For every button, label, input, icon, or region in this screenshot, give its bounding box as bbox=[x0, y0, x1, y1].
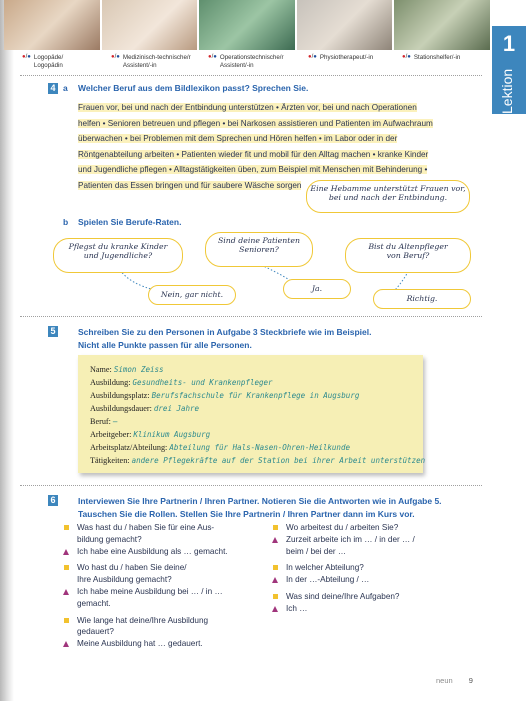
audio-icon: ●/● bbox=[208, 54, 217, 60]
profile-row: Beruf: — bbox=[90, 417, 118, 426]
caption-4: ●/● Physiotherapeut/-in bbox=[308, 54, 374, 61]
audio-icon: ●/● bbox=[111, 54, 120, 60]
caption-1: ●/● Logopäde/ Logopädin bbox=[22, 54, 64, 69]
profile-row: Arbeitsplatz/Abteilung: Abteilung für Hals-Nasen-Ohren-Heilkunde bbox=[90, 443, 350, 452]
answer-marker-icon bbox=[63, 589, 69, 595]
question-item: Wie lange hat deine/Ihre Ausbildung gedauert? bbox=[63, 615, 263, 639]
question-item: Was sind deine/Ihre Aufgaben? bbox=[272, 591, 472, 603]
part-letter: a bbox=[63, 83, 68, 93]
audio-icon: ●/● bbox=[308, 54, 317, 60]
answer-bubble-3: Richtig. bbox=[373, 289, 471, 309]
profile-row: Ausbildungsplatz: Berufsfachschule für Krankenpflege in Augsburg bbox=[90, 391, 360, 400]
exercise-number: 4 bbox=[48, 83, 58, 94]
answer-item: Meine Ausbildung hat … gedauert. bbox=[63, 638, 263, 650]
answer-bubble-2: Ja. bbox=[283, 279, 351, 299]
answer-marker-icon bbox=[272, 537, 278, 543]
question-marker-icon bbox=[64, 565, 69, 570]
profile-row: Name: Simon Zeiss bbox=[90, 365, 164, 374]
profile-row: Tätigkeiten: andere Pflegekräfte auf der Station bei ihrer Arbeit unterstützen bbox=[90, 456, 426, 465]
answer-marker-icon bbox=[63, 549, 69, 555]
audio-icon: ●/● bbox=[22, 54, 31, 60]
exercise-number: 6 bbox=[48, 495, 58, 506]
page-number: 9 bbox=[468, 676, 473, 685]
question-marker-icon bbox=[273, 525, 278, 530]
answer-item: In der …-Abteilung / … bbox=[272, 574, 472, 586]
page-footer bbox=[436, 676, 473, 685]
answer-item: Ich habe eine Ausbildung als … gemacht. bbox=[63, 546, 263, 558]
exercise-title: Spielen Sie Berufe-Raten. bbox=[78, 217, 182, 227]
exercise-title: Schreiben Sie zu den Personen in Aufgabe 3 Steckbriefe wie im Beispiel. Nicht alle Punkte passen für alle Personen. bbox=[78, 327, 372, 350]
profile-row: Ausbildung: Gesundheits- und Krankenpfleger bbox=[90, 378, 273, 387]
profile-row: Arbeitgeber: Klinikum Augsburg bbox=[90, 430, 211, 439]
example-speech-bubble: Eine Hebamme unterstützt Frauen vor, bei und nach der Entbindung. bbox=[306, 180, 470, 213]
question-item: Wo arbeitest du / arbeiten Sie? bbox=[272, 522, 472, 534]
lektion-number: 1 bbox=[502, 31, 516, 56]
question-bubble-1: Pflegst du kranke Kinder und Jugendliche? bbox=[53, 238, 183, 273]
caption-5: ●/● Stationshelfer/-in bbox=[402, 54, 461, 61]
question-marker-icon bbox=[64, 618, 69, 623]
answer-bubble-1: Nein, gar nicht. bbox=[148, 285, 236, 305]
answer-item: Ich … bbox=[272, 603, 472, 615]
lektion-label: Lektion bbox=[499, 68, 515, 114]
divider bbox=[20, 316, 482, 317]
dialogue-list-right bbox=[272, 522, 472, 615]
profile-note-card bbox=[78, 355, 426, 473]
answer-marker-icon bbox=[63, 641, 69, 647]
question-marker-icon bbox=[273, 594, 278, 599]
part-letter: b bbox=[63, 217, 69, 227]
audio-icon: ●/● bbox=[402, 54, 411, 60]
question-bubble-3: Bist du Altenpfleger von Beruf? bbox=[345, 238, 471, 273]
exercise-number: 5 bbox=[48, 326, 58, 337]
caption-3: ●/● Operationstechnische/r Assistent/-in bbox=[208, 54, 284, 69]
question-item: In welcher Abteilung? bbox=[272, 562, 472, 574]
question-item: Wo hast du / haben Sie deine/ Ihre Ausbildung gemacht? bbox=[63, 562, 263, 586]
dialogue-list-left bbox=[63, 522, 263, 650]
phrase-box: Frauen vor, bei und nach der Entbindung unterstützen • Ärzten vor, bei und nach Operationen helfen • Senioren betreuen und pflegen • bei Narkosen assistieren und Patienten im Aufwachraum überwachen • bei Problemen mit dem Sprechen und Hören helfen • im Labor oder in der Röntgenabteilung arbeiten • Patienten wieder fit und mobil für den Alltag machen • kranke Kinder und Jugendliche pflegen • Alltagstätigkeiten üben, zum Beispiel mit Menschen mit Behinderung • Patienten das Essen bringen und für saubere Wäsche sorgen bbox=[78, 103, 433, 190]
question-marker-icon bbox=[64, 525, 69, 530]
exercise-title: Welcher Beruf aus dem Bildlexikon passt? Sprechen Sie. bbox=[78, 83, 309, 93]
divider bbox=[20, 485, 482, 486]
exercise-title: Interviewen Sie Ihre Partnerin / Ihren Partner. Notieren Sie die Antworten wie in Aufgabe 5. Tauschen Sie die Rollen. Stellen Sie Ihre Partnerin / Ihren Partner dann im Kurs vor. bbox=[78, 496, 442, 519]
question-marker-icon bbox=[273, 565, 278, 570]
page-number-word: neun bbox=[436, 676, 453, 685]
caption-2: ●/● Medizinisch-technische/r Assistent/-in bbox=[111, 54, 191, 69]
answer-marker-icon bbox=[272, 606, 278, 612]
answer-item: Ich habe meine Ausbildung bei … / in … gemacht. bbox=[63, 586, 263, 610]
question-item: Was hast du / haben Sie für eine Aus- bildung gemacht? bbox=[63, 522, 263, 546]
profile-row: Ausbildungsdauer: drei Jahre bbox=[90, 404, 200, 413]
question-bubble-2: Sind deine Patienten Senioren? bbox=[205, 232, 313, 267]
answer-item: Zurzeit arbeite ich im … / in der … / beim / bei der … bbox=[272, 534, 472, 558]
answer-marker-icon bbox=[272, 577, 278, 583]
